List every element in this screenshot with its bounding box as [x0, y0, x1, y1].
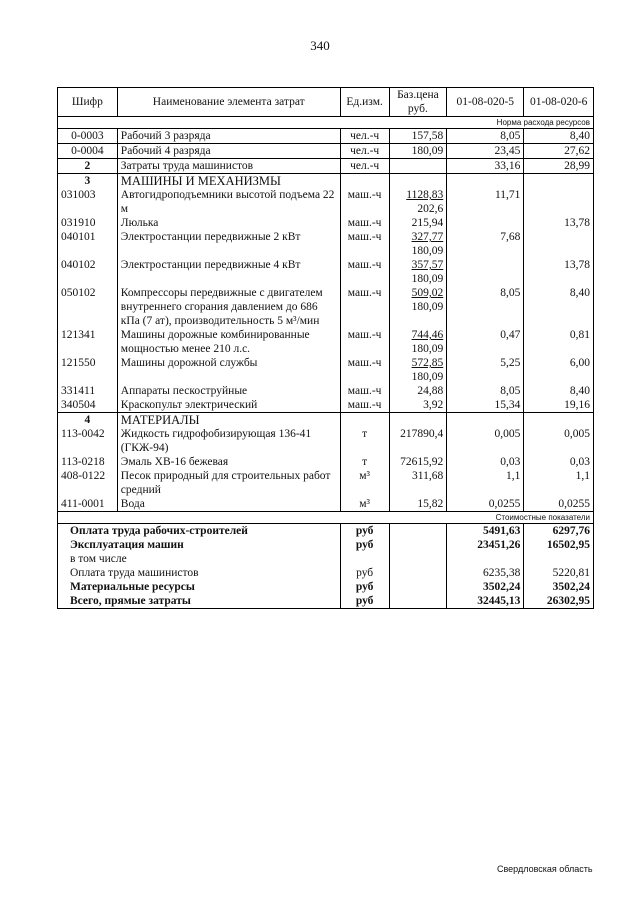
resource-price [389, 258, 447, 286]
machine-row [58, 328, 594, 356]
norm-value-1: 0,03 [447, 455, 524, 469]
summary-name: Эксплуатация машин [58, 538, 341, 552]
empty-cell [389, 174, 447, 189]
resource-unit: маш.-ч [340, 230, 389, 258]
machine-row [58, 398, 594, 413]
resource-unit: маш.-ч [340, 356, 389, 384]
resource-unit: чел.-ч [340, 129, 389, 144]
summary-value-1: 23451,26 [447, 538, 524, 552]
labor-row [58, 129, 594, 144]
empty-cell [524, 174, 594, 189]
summary-value-1: 32445,13 [447, 594, 524, 609]
empty-cell [340, 413, 389, 428]
empty-cell [340, 174, 389, 189]
materials-section-row [58, 413, 594, 428]
price-operator-pay: 180,09 [411, 371, 444, 383]
summary-row [58, 552, 594, 566]
resource-name: Люлька [117, 216, 340, 230]
resource-price [389, 188, 447, 216]
machines-section-row [58, 174, 594, 189]
section-number: 2 [58, 159, 118, 174]
resource-price [389, 230, 447, 258]
empty-cell [389, 594, 447, 609]
resource-code: 031910 [58, 216, 118, 230]
resource-name: Жидкость гидрофобизирующая 136-41 (ГКЖ-94) [117, 427, 340, 455]
resource-unit: маш.-ч [340, 188, 389, 216]
norm-value-2: 28,99 [524, 159, 594, 174]
material-row [58, 427, 594, 455]
resource-price: 217890,4 [389, 427, 447, 455]
section-title: МАШИНЫ И МЕХАНИЗМЫ [117, 174, 340, 189]
price-total: 3,92 [423, 399, 444, 411]
norm-value-1: 0,47 [447, 328, 524, 356]
machine-row [58, 384, 594, 398]
resource-name: Затраты труда машинистов [117, 159, 340, 174]
summary-value-2: 16502,95 [524, 538, 594, 552]
resource-code: 040102 [58, 258, 118, 286]
resource-unit: т [340, 427, 389, 455]
norm-value-2: 19,16 [524, 398, 594, 413]
resource-name: Рабочий 4 разряда [117, 144, 340, 159]
summary-value-2: 6297,76 [524, 524, 594, 539]
empty-cell [389, 538, 447, 552]
norm-value-1: 33,16 [447, 159, 524, 174]
norm-value-1: 1,1 [447, 469, 524, 497]
norm-value-1: 11,71 [447, 188, 524, 216]
material-row [58, 455, 594, 469]
resource-name: Рабочий 3 разряда [117, 129, 340, 144]
summary-value-1: 5491,63 [447, 524, 524, 539]
empty-cell [389, 566, 447, 580]
machine-row [58, 286, 594, 328]
norm-value-1 [447, 216, 524, 230]
resource-unit: м³ [340, 497, 389, 512]
machine-row [58, 188, 594, 216]
operator-labor-row [58, 159, 594, 174]
resource-unit: маш.-ч [340, 286, 389, 328]
summary-value-2: 26302,95 [524, 594, 594, 609]
price-total: 744,46 [411, 329, 444, 341]
empty-cell [447, 413, 524, 428]
resource-code: 113-0218 [58, 455, 118, 469]
resource-price [389, 398, 447, 413]
header-unit: Ед.изм. [340, 88, 389, 117]
material-row [58, 469, 594, 497]
norm-value-1: 7,68 [447, 230, 524, 258]
resource-norm-table [57, 87, 594, 609]
header-code: Шифр [58, 88, 118, 117]
resource-code: 0-0003 [58, 129, 118, 144]
resource-unit: чел.-ч [340, 144, 389, 159]
machine-row [58, 356, 594, 384]
norm-label-row [58, 117, 594, 129]
resource-unit: м³ [340, 469, 389, 497]
resource-name: Вода [117, 497, 340, 512]
resource-code: 121341 [58, 328, 118, 356]
norm-label-row-text: Норма расхода ресурсов [117, 117, 593, 129]
resource-unit: маш.-ч [340, 398, 389, 413]
resource-name: Аппараты пескоструйные [117, 384, 340, 398]
norm-value-1: 0,0255 [447, 497, 524, 512]
resource-price [389, 216, 447, 230]
price-total: 1128,83 [406, 189, 444, 201]
resource-price [389, 159, 447, 174]
empty-cell [389, 524, 447, 539]
price-total: 357,57 [411, 259, 444, 271]
summary-value-1: 3502,24 [447, 580, 524, 594]
material-row [58, 497, 594, 512]
resource-unit: маш.-ч [340, 384, 389, 398]
resource-code: 408-0122 [58, 469, 118, 497]
header-col2: 01-08-020-6 [524, 88, 594, 117]
resource-price: 311,68 [389, 469, 447, 497]
norm-value-1: 5,25 [447, 356, 524, 384]
resource-price [389, 286, 447, 328]
norm-value-2 [524, 230, 594, 258]
price-total: 215,94 [411, 217, 444, 229]
summary-value-2 [524, 552, 594, 566]
resource-price [389, 356, 447, 384]
summary-name: Материальные ресурсы [58, 580, 341, 594]
price-operator-pay: 180,09 [411, 301, 444, 313]
norm-value-2 [524, 188, 594, 216]
machine-row [58, 216, 594, 230]
labor-row [58, 144, 594, 159]
norm-value-1: 0,005 [447, 427, 524, 455]
summary-name: Всего, прямые затраты [58, 594, 341, 609]
cost-label-row-text: Стоимостные показатели [117, 512, 593, 524]
summary-name: Оплата труда рабочих-строителей [58, 524, 341, 539]
price-operator-pay: 202,6 [417, 203, 444, 215]
header-name: Наименование элемента затрат [117, 88, 340, 117]
resource-price: 72615,92 [389, 455, 447, 469]
summary-unit: руб [340, 538, 389, 552]
norm-value-2: 0,005 [524, 427, 594, 455]
empty-cell [447, 174, 524, 189]
empty-cell [524, 413, 594, 428]
empty-cell [389, 580, 447, 594]
summary-value-1 [447, 552, 524, 566]
resource-price: 180,09 [389, 144, 447, 159]
summary-unit: руб [340, 566, 389, 580]
region-footer: Свердловская область [497, 864, 593, 874]
resource-unit: т [340, 455, 389, 469]
norm-value-2: 1,1 [524, 469, 594, 497]
resource-code: 0-0004 [58, 144, 118, 159]
section-number: 4 [58, 413, 118, 428]
cost-label-row-pad [58, 512, 118, 524]
norm-value-2: 6,00 [524, 356, 594, 384]
summary-row [58, 524, 594, 539]
summary-unit: руб [340, 524, 389, 539]
resource-code: 040101 [58, 230, 118, 258]
summary-row [58, 538, 594, 552]
resource-code: 121550 [58, 356, 118, 384]
resource-name: Эмаль ХВ-16 бежевая [117, 455, 340, 469]
price-total: 327,77 [411, 231, 444, 243]
summary-unit: руб [340, 580, 389, 594]
summary-unit: руб [340, 594, 389, 609]
norm-label-row-pad [58, 117, 118, 129]
resource-unit: маш.-ч [340, 258, 389, 286]
resource-name: Машины дорожной службы [117, 356, 340, 384]
resource-code: 050102 [58, 286, 118, 328]
norm-value-2: 0,03 [524, 455, 594, 469]
resource-unit: маш.-ч [340, 328, 389, 356]
resource-unit: чел.-ч [340, 159, 389, 174]
machine-row [58, 230, 594, 258]
norm-value-2: 13,78 [524, 216, 594, 230]
norm-value-1 [447, 258, 524, 286]
resource-name: Компрессоры передвижные с двигателем внутреннего сгорания давлением до 686 кПа (7 ат), производительность 5 м³/мин [117, 286, 340, 328]
section-number: 3 [58, 174, 118, 189]
norm-value-2: 0,81 [524, 328, 594, 356]
cost-label-row [58, 512, 594, 524]
price-total: 509,02 [411, 287, 444, 299]
machine-row [58, 258, 594, 286]
resource-code: 331411 [58, 384, 118, 398]
norm-value-2: 8,40 [524, 384, 594, 398]
resource-name: Автогидроподъемники высотой подъема 22 м [117, 188, 340, 216]
section-title: МАТЕРИАЛЫ [117, 413, 340, 428]
resource-name: Электростанции передвижные 4 кВт [117, 258, 340, 286]
resource-code: 113-0042 [58, 427, 118, 455]
price-operator-pay: 180,09 [411, 245, 444, 257]
price-total: 572,85 [411, 357, 444, 369]
empty-cell [389, 413, 447, 428]
norm-value-2: 13,78 [524, 258, 594, 286]
resource-code: 031003 [58, 188, 118, 216]
summary-unit [340, 552, 389, 566]
resource-price: 15,82 [389, 497, 447, 512]
norm-value-2: 8,40 [524, 286, 594, 328]
summary-row [58, 566, 594, 580]
summary-row [58, 580, 594, 594]
summary-value-2: 3502,24 [524, 580, 594, 594]
summary-name: в том числе [58, 552, 341, 566]
norm-value-1: 8,05 [447, 384, 524, 398]
price-operator-pay: 180,09 [411, 343, 444, 355]
norm-value-2: 8,40 [524, 129, 594, 144]
header-price: Баз.цена руб. [389, 88, 447, 117]
empty-cell [389, 552, 447, 566]
norm-value-1: 8,05 [447, 129, 524, 144]
resource-name: Электростанции передвижные 2 кВт [117, 230, 340, 258]
page-number: 340 [310, 38, 330, 53]
price-operator-pay: 180,09 [411, 273, 444, 285]
summary-value-2: 5220,81 [524, 566, 594, 580]
price-total: 24,88 [417, 385, 444, 397]
header-row [58, 88, 594, 117]
norm-value-2: 27,62 [524, 144, 594, 159]
summary-name: Оплата труда машинистов [58, 566, 341, 580]
resource-price [389, 328, 447, 356]
resource-unit: маш.-ч [340, 216, 389, 230]
resource-name: Краскопульт электрический [117, 398, 340, 413]
norm-value-1: 8,05 [447, 286, 524, 328]
resource-name: Машины дорожные комбинированные мощностью менее 210 л.с. [117, 328, 340, 356]
header-col1: 01-08-020-5 [447, 88, 524, 117]
norm-value-2: 0,0255 [524, 497, 594, 512]
summary-value-1: 6235,38 [447, 566, 524, 580]
norm-value-1: 23,45 [447, 144, 524, 159]
norm-value-1: 15,34 [447, 398, 524, 413]
resource-code: 340504 [58, 398, 118, 413]
resource-price: 157,58 [389, 129, 447, 144]
resource-code: 411-0001 [58, 497, 118, 512]
resource-name: Песок природный для строительных работ средний [117, 469, 340, 497]
summary-row [58, 594, 594, 609]
resource-price [389, 384, 447, 398]
